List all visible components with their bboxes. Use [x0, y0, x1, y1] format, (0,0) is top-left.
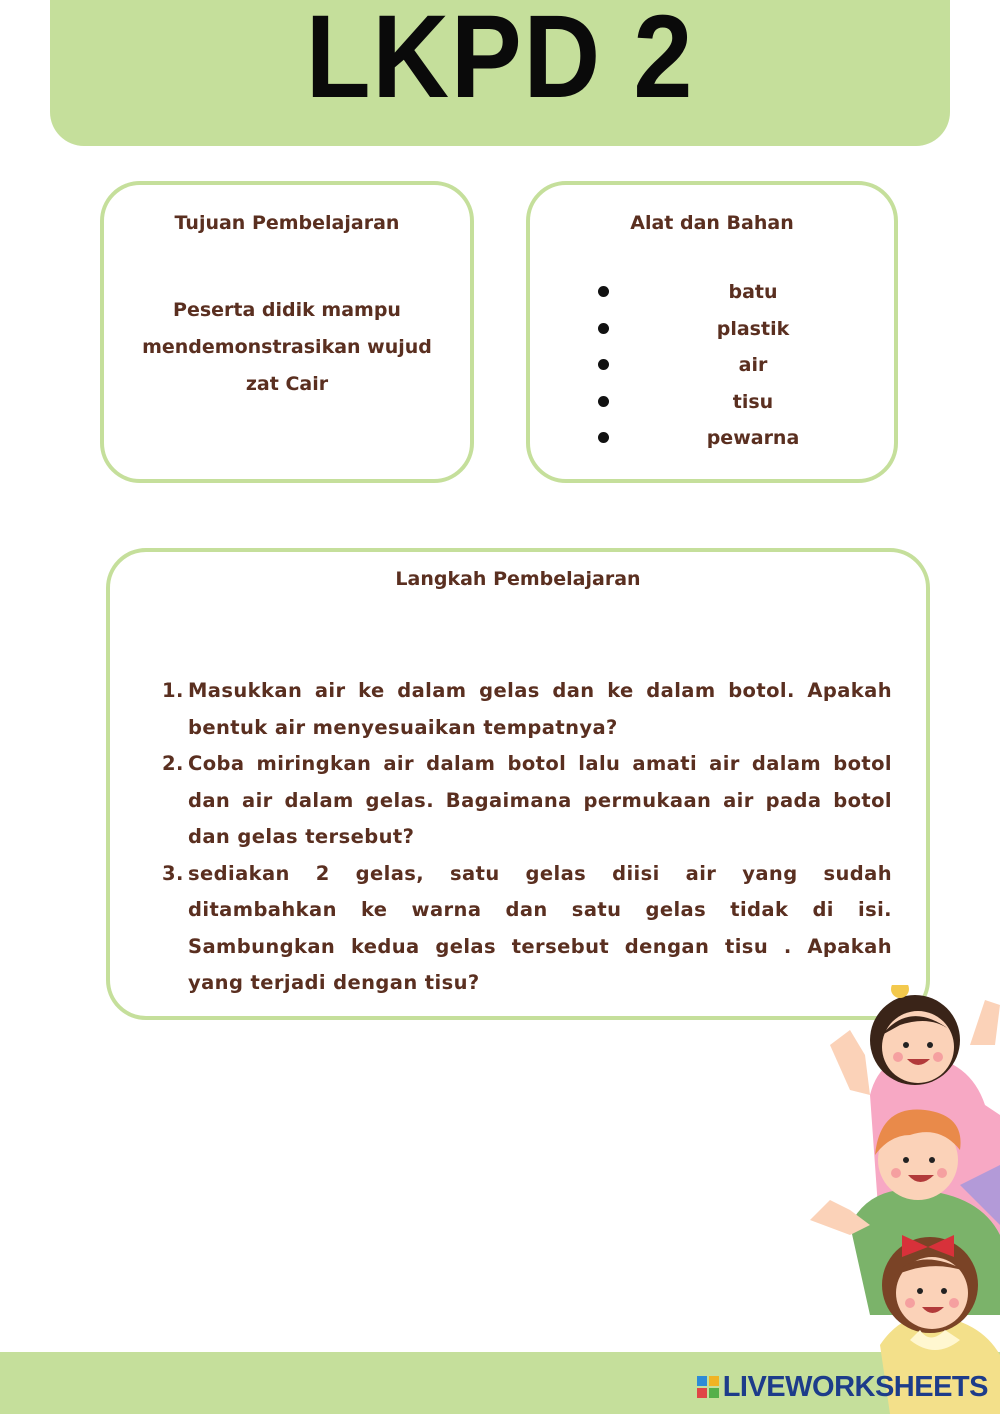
step-text: Coba miringkan air dalam botol lalu amati air dalam botol dan air dalam gelas. Bagaimana permukaan air pada botol dan gelas tersebut? [188, 752, 892, 848]
list-item [530, 420, 894, 457]
langkah-card [106, 548, 930, 1020]
steps-list [110, 673, 926, 1002]
list-item [530, 384, 894, 421]
step-text: sediakan 2 gelas, satu gelas diisi air yang sudah ditambahkan ke warna dan satu gelas tidak di isi. Sambungkan kedua gelas tersebut dengan tisu . Apakah yang terjadi dengan tisu? [188, 861, 892, 994]
bullet-icon [598, 359, 609, 370]
step-item [110, 673, 926, 746]
step-text: Masukkan air ke dalam gelas dan ke dalam botol. Apakah bentuk air menyesuaikan tempatnya? [188, 679, 892, 739]
bullet-icon [598, 323, 609, 334]
list-item-label: air [738, 354, 768, 376]
list-item [530, 274, 894, 311]
langkah-title: Langkah Pembelajaran [395, 568, 641, 590]
tujuan-text: Peserta didik mampu mendemonstrasikan wujud zat Cair [142, 299, 432, 395]
list-item [530, 311, 894, 348]
list-item-label: batu [728, 281, 778, 303]
bullet-icon [598, 432, 609, 443]
page-title: LKPD 2 [305, 0, 695, 123]
step-item [110, 746, 926, 856]
liveworksheets-brand[interactable] [697, 1370, 988, 1404]
brand-text: LIVEWORKSHEETS [722, 1370, 988, 1403]
alat-title: Alat dan Bahan [630, 212, 794, 234]
header-band [50, 0, 950, 146]
bullet-icon [598, 396, 609, 407]
list-item [530, 347, 894, 384]
step-number: 2. [162, 752, 184, 775]
step-number: 1. [162, 679, 184, 702]
tujuan-card [100, 181, 474, 483]
step-number: 3. [162, 861, 184, 885]
bullet-icon [598, 286, 609, 297]
list-item-label: pewarna [706, 427, 800, 449]
alat-list [530, 274, 894, 457]
list-item-label: tisu [732, 390, 774, 413]
alat-card [526, 181, 898, 483]
list-item-label: plastik [716, 317, 790, 340]
waving-children-illustration [810, 985, 1000, 1414]
step-item [110, 856, 926, 1002]
tujuan-title: Tujuan Pembelajaran [174, 212, 400, 234]
liveworksheets-logo-icon [697, 1376, 719, 1398]
